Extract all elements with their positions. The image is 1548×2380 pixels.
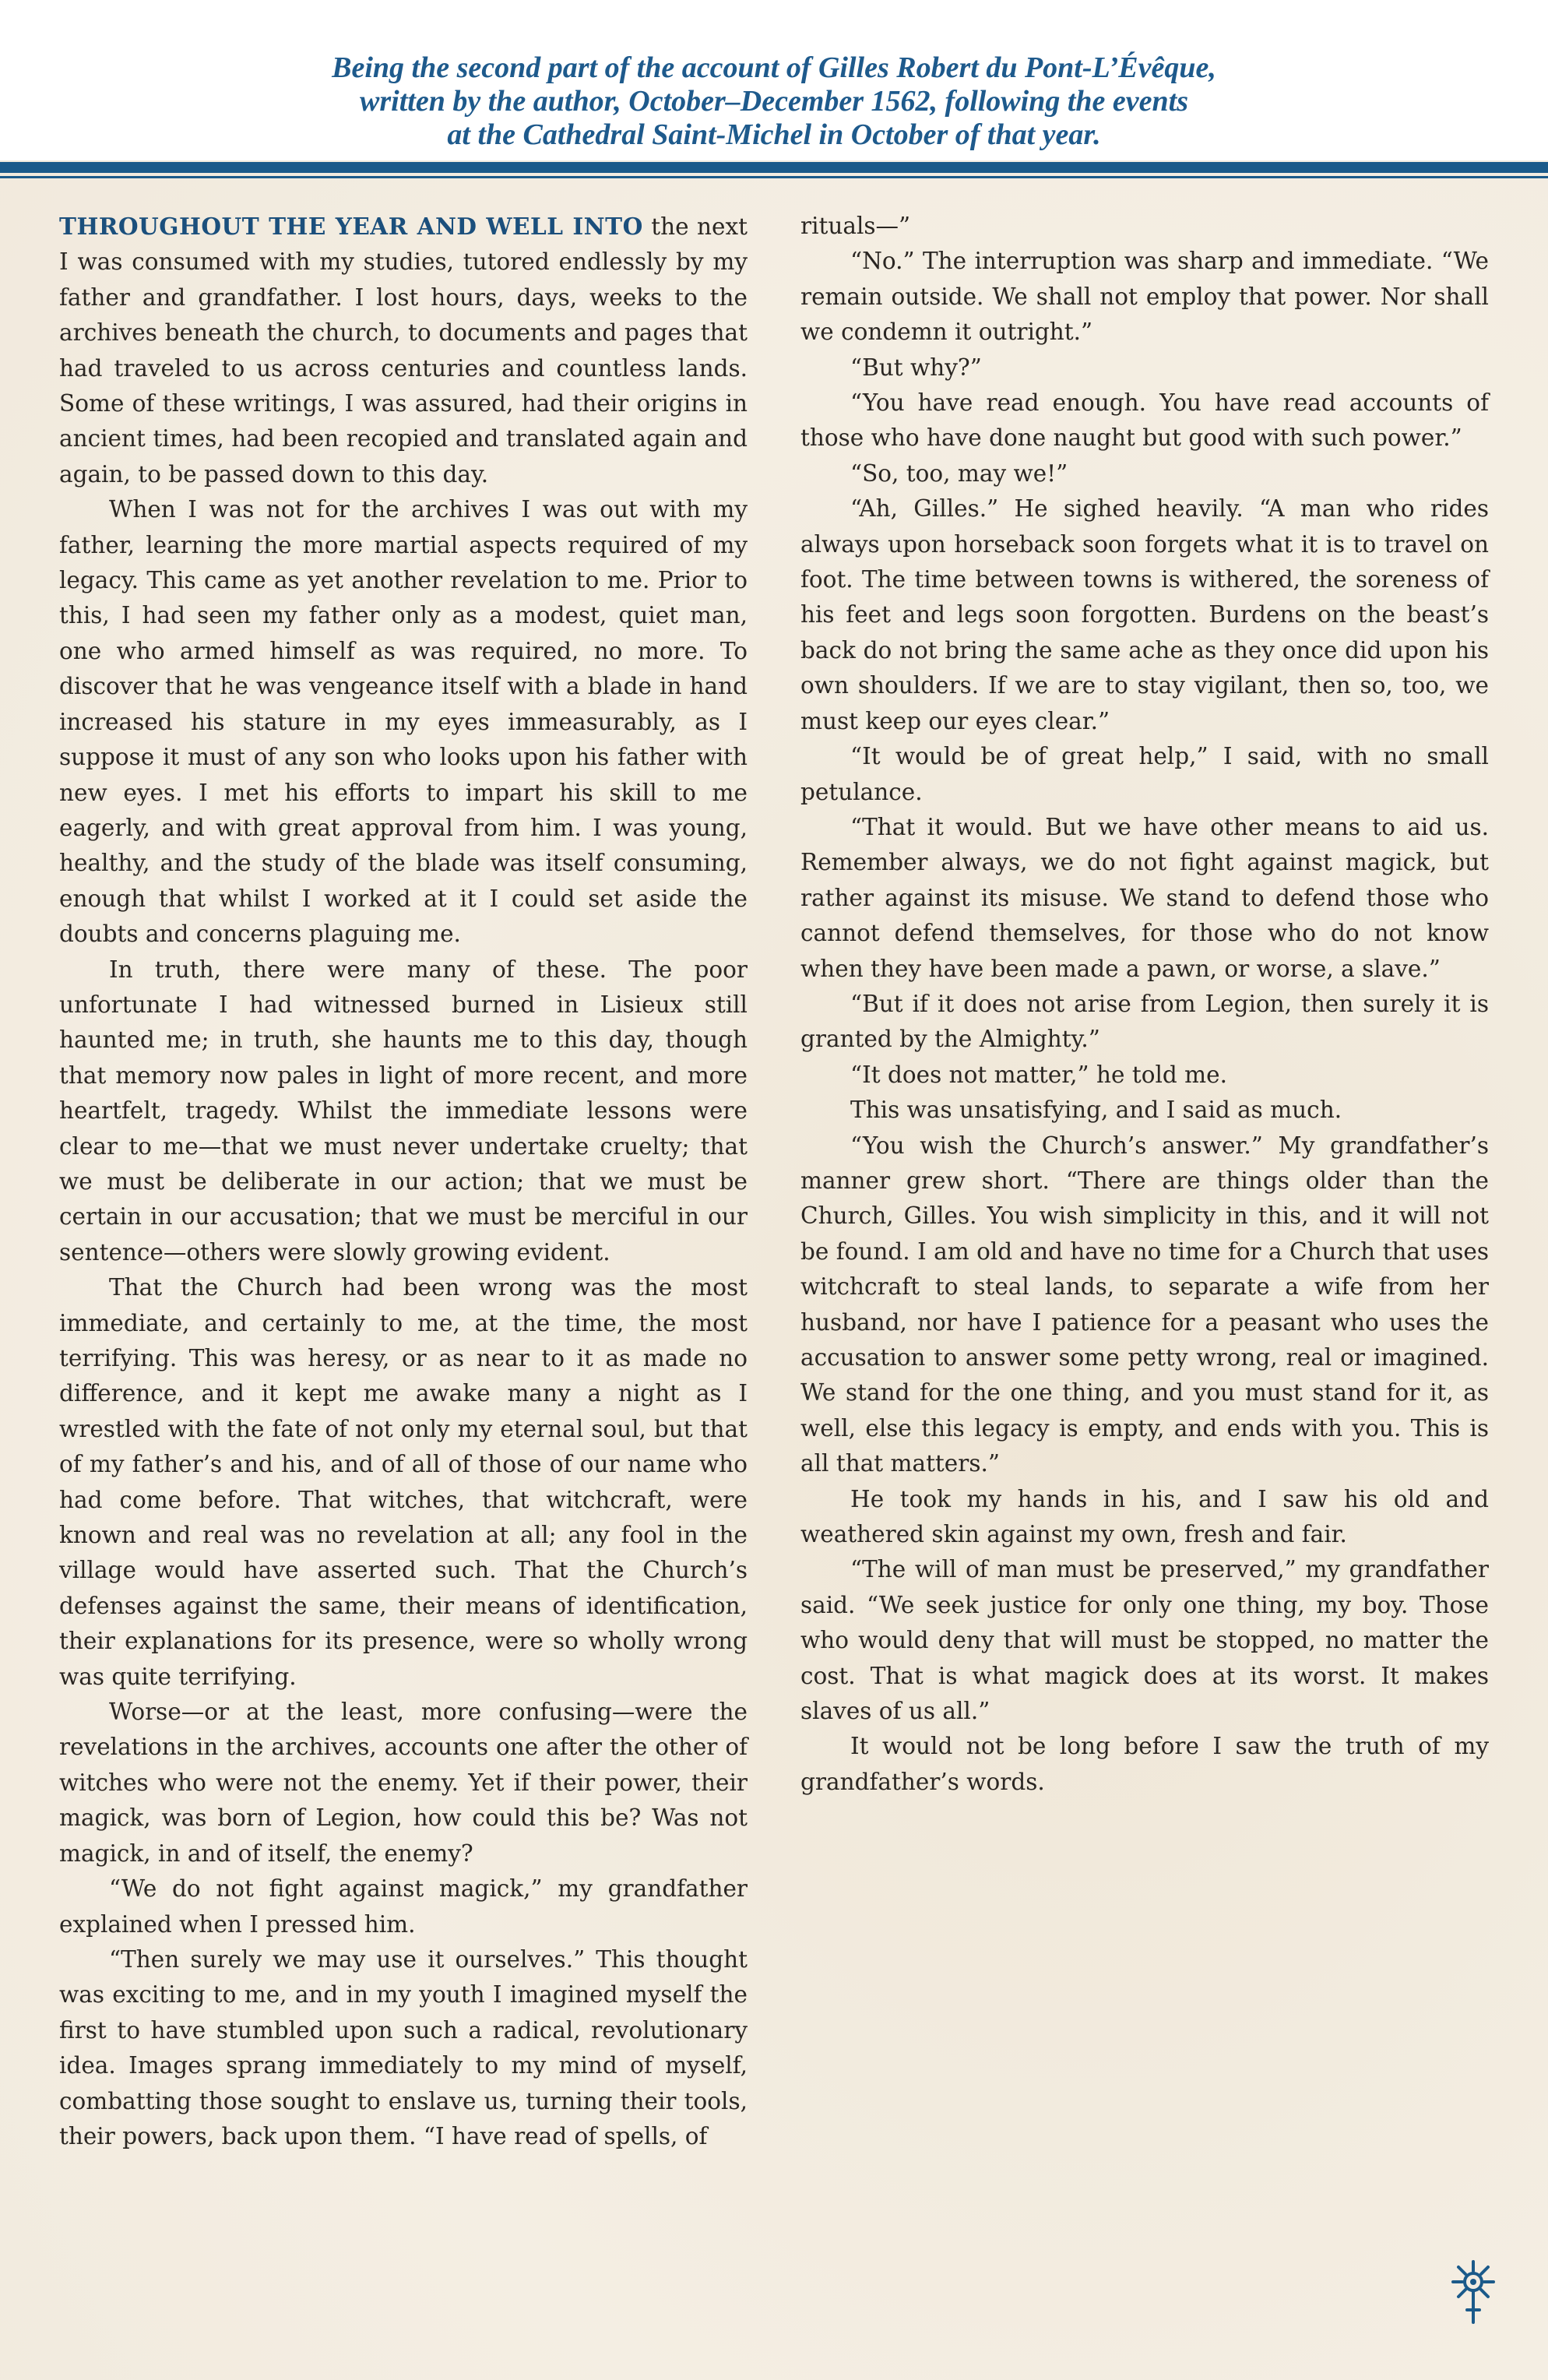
paragraph: “So, too, may we!” [850,459,1068,487]
header-rule-thin [0,176,1548,178]
intro-line-1: Being the second part of the account of Gilles Robert du Pont-L’Évêque, [332,51,1216,84]
paragraph: “Ah, Gilles.” He sighed heavily. “A man who rides always upon horseback soon forgets what it is to travel on foot. The time between towns is withered, the soreness of his feet and legs soon forgotten. Burdens on the beast’s back do not bring the same ache as they once did upon his own shoulders. If we are to stay vigilant, then so, too, we must keep our eyes clear.” [800,495,1489,734]
paragraph: In truth, there were many of these. The poor unfortunate I had witnessed burned in Lisieux still haunted me; in truth, she haunts me to this day, though that memory now pales in light of more recent, and more heartfelt, tragedy. Whilst the immediate lessons were clear to me—that we must never undertake cruelty; that we must be deliberate in our action; that we must be certain in our accusation; that we must be merciful in our sentence—others were slowly growing evident. [59,956,748,1266]
paragraph: Worse—or at the least, more confusing—were the revelations in the archives, accounts one after the other of witches who were not the enemy. Yet if their power, their magick, was born of Legion, how could this be? Was not magick, in and of itself, the enemy? [59,1699,748,1867]
paragraph: rituals—” [800,213,911,239]
paragraph: “It does not matter,” he told me. [850,1061,1227,1088]
intro-line-2: written by the author, October–December 1562, following the events [360,85,1188,118]
right-column [800,209,1489,1800]
paragraph: “But if it does not arise from Legion, then surely it is granted by the Almighty.” [800,990,1489,1053]
paragraph: “The will of man must be preserved,” my grandfather said. “We seek justice for only one thing, my boy. Those who would deny that will must be stopped, no matter the cost. That is what magick does at its worst. It makes slaves of us all.” [800,1556,1489,1725]
lead-in: THROUGHOUT THE YEAR AND WELL INTO [59,213,643,240]
paragraph-text: the next I was consumed with my studies, tutored endlessly by my father and grandfather. I lost hours, days, weeks to the archives beneath the church, to documents and pages that had traveled to us across centuries and countless lands. Some of these writings, I was assured, had their origins in ancient times, had been recopied and translated again and again, to be passed down to this day. [59,213,748,488]
paragraph: When I was not for the archives I was out with my father, learning the more martial aspects required of my legacy. This came as yet another revelation to me. Prior to this, I had seen my father only as a modest, quiet man, one who armed himself as was required, no more. To discover that he was vengeance itself with a blade in hand increased his stature in my eyes immeasurably, as I suppose it must of any son who looks upon his father with new eyes. I met his efforts to impart his skill to me eagerly, and with great approval from him. I was young, healthy, and the study of the blade was itself consuming, enough that whilst I worked at it I could set aside the doubts and concerns plaguing me. [59,496,748,948]
paragraph: “We do not fight against magick,” my grandfather explained when I pressed him. [59,1875,748,1938]
left-column [59,209,748,2154]
intro-line-3: at the Cathedral Saint-Michel in October of that year. [447,118,1101,151]
paragraph [59,209,748,492]
paragraph: “That it would. But we have other means to aid us. Remember always, we do not fight against magick, but rather against its misuse. We stand to defend those who cannot defend themselves, for those who do not know when they have been made a pawn, or worse, a slave.” [800,813,1489,982]
paragraph: It would not be long before I saw the truth of my grandfather’s words. [800,1733,1489,1795]
paragraph: “Then surely we may use it ourselves.” This thought was exciting to me, and in my youth I imagined myself the first to have stumbled upon such a radical, revolutionary idea. Images sprang immediately to my mind of myself, combatting those sought to enslave us, turning their tools, their powers, back upon them. “I have read of spells, of [59,1945,748,2149]
paragraph: “It would be of great help,” I said, with no small petulance. [800,743,1489,805]
paragraph: “You have read enough. You have read accounts of those who have done naught but good with such power.” [800,389,1489,452]
paragraph: “But why?” [850,354,982,381]
intro-text [0,0,1548,152]
paragraph: He took my hands in his, and I saw his old and weathered skin against my own, fresh and fair. [800,1485,1489,1548]
paragraph: “No.” The interruption was sharp and immediate. “We remain outside. We shall not employ that power. Nor shall we condemn it outright.” [800,248,1489,346]
hunter-sigil-icon [1448,2259,1498,2329]
intro-banner [0,0,1548,160]
header-rule-thick [0,162,1548,173]
paragraph: “You wish the Church’s answer.” My grandfather’s manner grew short. “There are things older than the Church, Gilles. You wish simplicity in this, and it will not be found. I am old and have no time for a Church that uses witchcraft to steal lands, to separate a wife from her husband, nor have I patience for a peasant who uses the accusation to answer some petty wrong, real or imagined. We stand for the one thing, and you must stand for it, as well, else this legacy is empty, and ends with you. This is all that matters.” [800,1132,1489,1477]
paragraph: That the Church had been wrong was the most immediate, and certainly to me, at the time, the most terrifying. This was heresy, or as near to it as made no difference, and it kept me awake many a night as I wrestled with the fate of not only my eternal soul, but that of my father’s and his, and of all of those of our name who had come before. That witches, that witchcraft, were known and real was no revelation at all; any fool in the village would have asserted such. That the Church’s defenses against the same, their means of identification, their explanations for its presence, were so wholly wrong was quite terrifying. [59,1274,748,1690]
paragraph: This was unsatisfying, and I said as much. [850,1097,1342,1124]
